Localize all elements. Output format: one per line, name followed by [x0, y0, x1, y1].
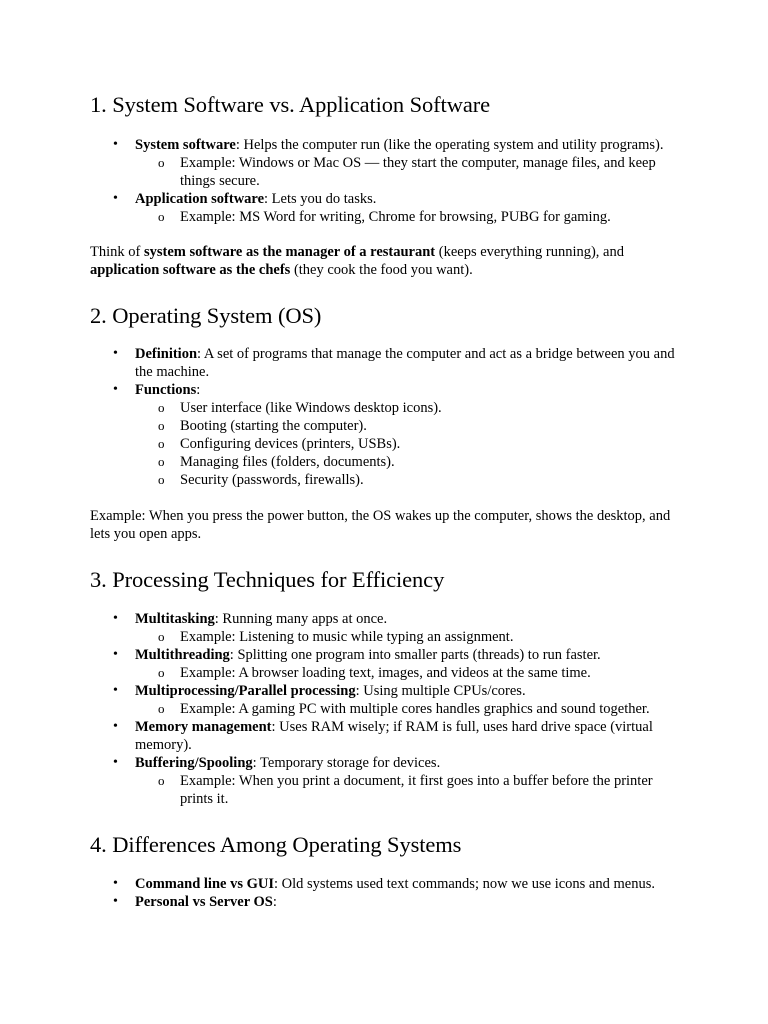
- sub-list-item: o Example: MS Word for writing, Chrome for browsing, PUBG for gaming.: [135, 208, 680, 226]
- sub-list: [135, 399, 680, 489]
- list-item: [90, 381, 680, 489]
- item-text: : Running many apps at once.: [214, 611, 388, 627]
- sub-list: [135, 208, 680, 226]
- sub-list-item: o Booting (starting the computer).: [135, 417, 680, 435]
- sub-list: [135, 700, 680, 718]
- term: Application software: [135, 191, 265, 207]
- section-heading: 4. Differences Among Operating Systems: [90, 832, 462, 857]
- sub-list-item: o Example: A gaming PC with multiple cores handles graphics and sound together.: [135, 700, 680, 718]
- term: System software: [135, 137, 236, 153]
- sub-list: [135, 154, 680, 190]
- sub-list: [135, 772, 680, 808]
- sub-list-item: o Configuring devices (printers, USBs).: [135, 435, 680, 453]
- term: Multiprocessing/Parallel processing: [135, 683, 356, 699]
- term: Personal vs Server OS: [135, 894, 273, 910]
- text: (keeps everything running), and: [435, 244, 624, 260]
- section-system-vs-application: [90, 88, 680, 279]
- section-heading: 3. Processing Techniques for Efficiency: [90, 567, 445, 592]
- item-text: : Old systems used text commands; now we use icons and menus.: [273, 876, 655, 892]
- list-item: [90, 345, 680, 381]
- item-text: :: [272, 894, 277, 910]
- list-item: [90, 682, 680, 718]
- sub-list: [135, 664, 680, 682]
- section-heading: 2. Operating System (OS): [90, 303, 322, 328]
- text: (they cook the food you want).: [290, 262, 473, 278]
- sub-list-item: o Managing files (folders, documents).: [135, 453, 680, 471]
- bold-text: system software as the manager of a restaurant: [143, 244, 436, 260]
- term: Definition: [135, 346, 198, 362]
- bold-text: application software as the chefs: [90, 262, 291, 278]
- list-item: [90, 893, 680, 911]
- list-item: [90, 646, 680, 682]
- sub-list-item: o Example: When you print a document, it first goes into a buffer before the printer prints it.: [135, 772, 680, 808]
- term: Buffering/Spooling: [135, 755, 253, 771]
- bullet-list: [90, 875, 680, 911]
- term: Functions: [135, 382, 197, 398]
- item-text: : Temporary storage for devices.: [252, 755, 441, 771]
- text: Think of: [90, 244, 144, 260]
- term: Memory management: [135, 719, 272, 735]
- list-item: [90, 190, 680, 226]
- term: Multitasking: [135, 611, 215, 627]
- sub-list: [135, 628, 680, 646]
- section-operating-system: [90, 299, 680, 543]
- document-content: [90, 88, 680, 911]
- sub-list-item: o Example: A browser loading text, images, and videos at the same time.: [135, 664, 680, 682]
- bullet-list: [90, 136, 680, 226]
- list-item: [90, 754, 680, 808]
- list-item: [90, 718, 680, 754]
- item-text: : Uses RAM wisely; if RAM is full, uses hard drive space (virtual memory).: [135, 719, 653, 753]
- section-heading: 1. System Software vs. Application Software: [90, 92, 491, 117]
- item-text: : Helps the computer run (like the operating system and utility programs).: [235, 137, 664, 153]
- term: Multithreading: [135, 647, 230, 663]
- item-text: : A set of programs that manage the computer and act as a bridge between you and the machine.: [135, 346, 675, 380]
- item-text: : Using multiple CPUs/cores.: [355, 683, 526, 699]
- note-paragraph: Example: When you press the power button, the OS wakes up the computer, shows the desktop, and lets you open apps.: [90, 508, 671, 542]
- item-text: : Lets you do tasks.: [264, 191, 377, 207]
- list-item: [90, 610, 680, 646]
- item-text: :: [196, 382, 201, 398]
- section-os-differences: [90, 828, 680, 911]
- sub-list-item: o Example: Windows or Mac OS — they start the computer, manage files, and keep things secure.: [135, 154, 680, 190]
- list-item: [90, 875, 680, 893]
- item-text: : Splitting one program into smaller parts (threads) to run faster.: [229, 647, 601, 663]
- list-item: [90, 136, 680, 190]
- sub-list-item: o Security (passwords, firewalls).: [135, 471, 680, 489]
- sub-list-item: o Example: Listening to music while typing an assignment.: [135, 628, 680, 646]
- note-paragraph: [90, 243, 680, 279]
- section-processing-techniques: [90, 563, 680, 808]
- bullet-list: [90, 345, 680, 489]
- bullet-list: [90, 610, 680, 808]
- term: Command line vs GUI: [135, 876, 274, 892]
- sub-list-item: o User interface (like Windows desktop icons).: [135, 399, 680, 417]
